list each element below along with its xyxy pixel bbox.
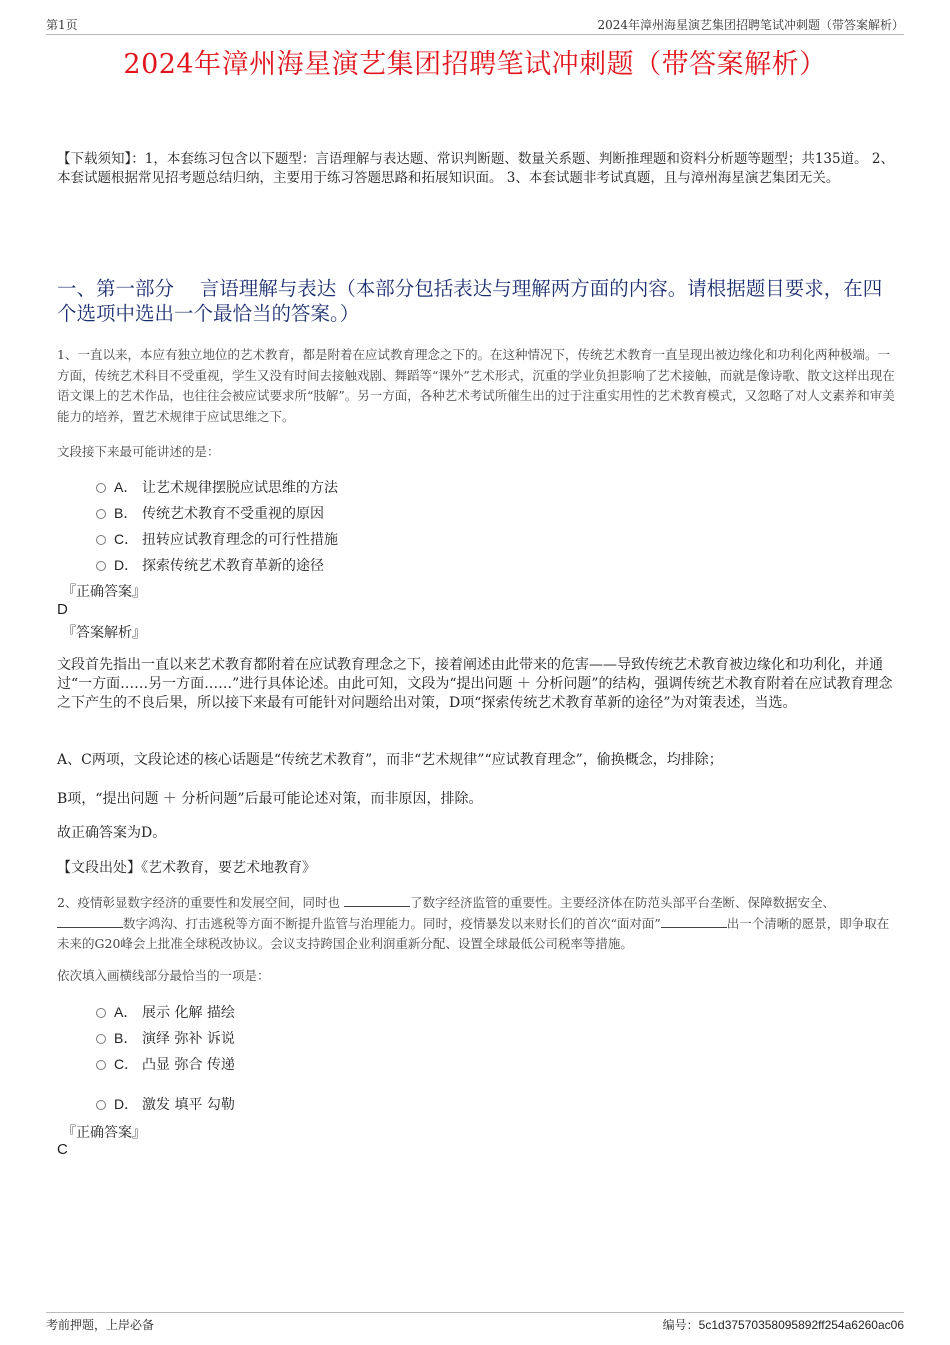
document-title: 2024年漳州海星演艺集团招聘笔试冲刺题（带答案解析） (123, 49, 827, 80)
question-1-option-c[interactable]: C． 扭转应试教育理念的可行性措施 (96, 529, 338, 549)
question-1-analysis-1: 文段首先指出一直以来艺术教育都附着在应试教育理念之下，接着阐述由此带来的危害——导致传统艺术教育被边缘化和功利化，并通过“一方面……另一方面……”进行具体论述。由此可知，文段为“提出问题 ＋ 分析问题”的结构，强调传统艺术教育附着在应试教育理念之下产生的不良后果，所以接下来最有可能针对问题给出对策，D项“探索传统艺术教育革新的途径”为对策表述，当选。 (57, 657, 893, 711)
question-1-prompt: 文段接下来最可能讲述的是： (57, 444, 220, 459)
question-1-answer-label: 『正确答案』 (62, 584, 146, 600)
radio-icon[interactable] (96, 535, 106, 545)
footer-slogan: 考前押题，上岸必备 (46, 1318, 155, 1332)
header-doc-title: 2024年漳州海星演艺集团招聘笔试冲刺题（带答案解析） (597, 18, 904, 32)
radio-icon[interactable] (96, 1100, 106, 1110)
question-1-analysis-4: 故正确答案为D。 (57, 825, 167, 841)
page-footer (46, 1312, 904, 1332)
question-2-option-c[interactable]: C． 凸显 弥合 传递 (96, 1054, 235, 1074)
fill-blank-3 (661, 915, 727, 928)
question-1-option-b[interactable]: B． 传统艺术教育不受重视的原因 (96, 503, 324, 523)
question-2-prompt: 依次填入画横线部分最恰当的一项是： (57, 968, 270, 983)
page-number: 第1页 (46, 18, 78, 32)
question-2-answer-label: 『正确答案』 (62, 1125, 146, 1141)
footer-code: 编号：5c1d37570358095892ff254a6260ac06 (662, 1318, 904, 1332)
question-1-source: 【文段出处】《艺术教育，要艺术地教育》 (57, 860, 316, 876)
question-1-analysis-label: 『答案解析』 (62, 625, 146, 641)
question-1-option-a[interactable]: A． 让艺术规律摆脱应试思维的方法 (96, 477, 338, 497)
radio-icon[interactable] (96, 1034, 106, 1044)
question-2-answer: C (57, 1141, 68, 1158)
radio-icon[interactable] (96, 483, 106, 493)
section-heading: 一、第一部分 言语理解与表达（本部分包括表达与理解两方面的内容。请根据题目要求，在四个选项中选出一个最恰当的答案。） (57, 277, 883, 325)
radio-icon[interactable] (96, 1008, 106, 1018)
question-2-passage: 2、疫情彰显数字经济的重要性和发展空间，同时也 了数字经济监管的重要性。主要经济体在防范头部平台垄断、保障数据安全、数字鸿沟、打击逃税等方面不断提升监管与治理能力。同时，疫情暴发以来财长们的首次“面对面” 出一个清晰的愿景，即争取在未来的G20峰会上批准全球税改协议。会议支持跨国企业利润重新分配、设置全球最低公司税率等措施。 (57, 895, 890, 951)
fill-blank-2 (57, 915, 123, 928)
radio-icon[interactable] (96, 1060, 106, 1070)
question-2-option-a[interactable]: A． 展示 化解 描绘 (96, 1002, 235, 1022)
question-1-passage: 1、一直以来，本应有独立地位的艺术教育，都是附着在应试教育理念之下的。在这种情况下，传统艺术教育一直呈现出被边缘化和功利化两种极端。一方面，传统艺术科目不受重视，学生又没有时间去接触戏剧、舞蹈等“课外”艺术形式，沉重的学业负担影响了艺术接触，而就是像诗歌、散文这样出现在语文课上的艺术作品，也往往会被应试要求所“肢解”。另一方面，各种艺术考试所催生出的过于注重实用性的艺术教育模式，又忽略了对人文素养和审美能力的培养，置艺术规律于应试思维之下。 (57, 347, 895, 424)
question-2-option-b[interactable]: B． 演绎 弥补 诉说 (96, 1028, 235, 1048)
question-1-answer: D (57, 601, 68, 618)
page-header (46, 16, 904, 35)
question-1-option-d[interactable]: D． 探索传统艺术教育革新的途径 (96, 555, 324, 575)
question-1-analysis-2: A、C两项，文段论述的核心话题是“传统艺术教育”，而非“艺术规律”“应试教育理念”，偷换概念，均排除； (57, 752, 723, 768)
question-2-option-d[interactable]: D． 激发 填平 勾勒 (96, 1094, 235, 1114)
download-notice: 【下载须知】：1，本套练习包含以下题型：言语理解与表达题、常识判断题、数量关系题、判断推理题和资料分析题等题型；共135道。 2、本套试题根据常见招考题总结归纳，主要用于练习答题思路和拓展知识面。 3、本套试题非考试真题，且与漳州海星演艺集团无关。 (57, 151, 894, 186)
question-1-analysis-3: B项，“提出问题 ＋ 分析问题”后最可能论述对策，而非原因，排除。 (57, 791, 483, 807)
radio-icon[interactable] (96, 509, 106, 519)
radio-icon[interactable] (96, 561, 106, 571)
fill-blank-1 (344, 894, 410, 907)
